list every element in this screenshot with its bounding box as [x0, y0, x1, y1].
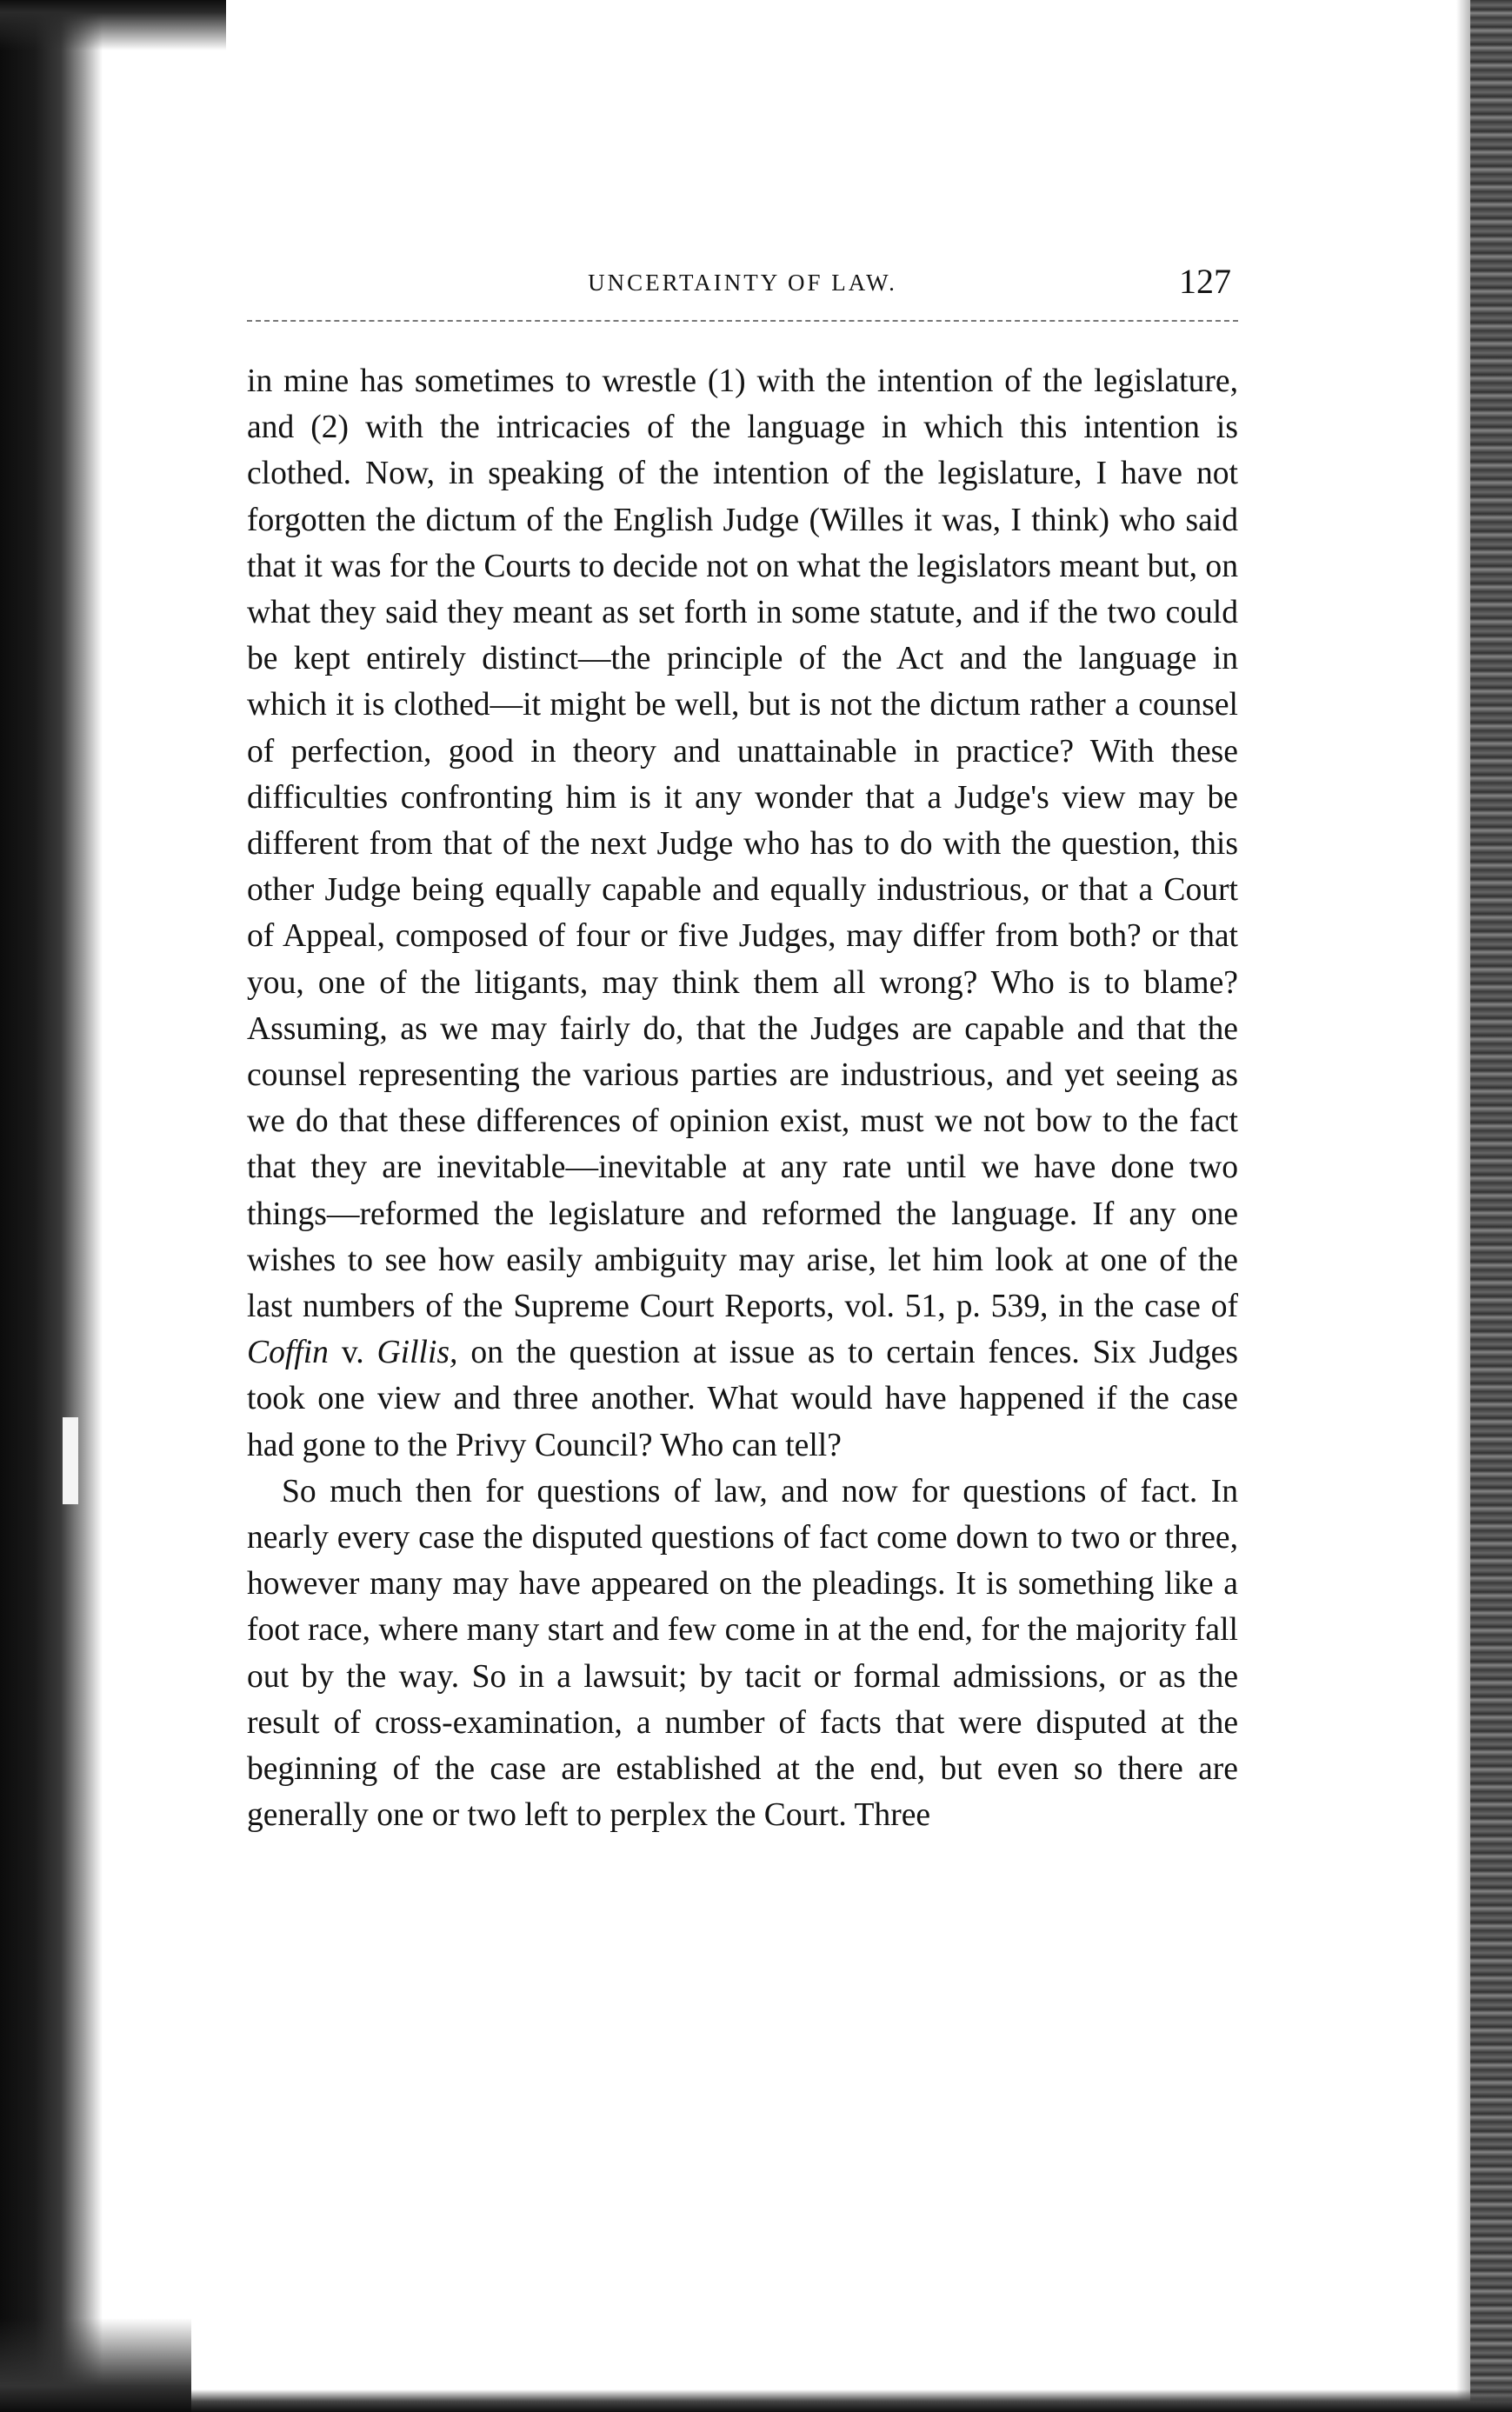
paragraph-1-continuation: on the question at issue as to certain fences. Six Judges took one view and three another. What would have happened if the case had gone to the Privy Council? Who can tell?	[247, 1335, 1238, 1463]
scan-edge-right-shadow	[1456, 0, 1470, 2412]
book-page	[247, 261, 1238, 1839]
body-text	[247, 358, 1238, 1839]
paragraph-1	[247, 358, 1238, 1469]
header-rule	[247, 320, 1238, 322]
running-head	[247, 261, 1238, 303]
paragraph-1-text: in mine has sometimes to wrestle (1) with the intention of the legislature, and (2) with the intricacies of the language in which this intention is clothed. Now, in speaking of the intention of the legislature, I have not forgotten the dictum of the English Judge (Willes it was, I think) who said that it was for the Courts to decide not on what the legislators meant but, on what they said they meant as set forth in some statute, and if the two could be kept entirely distinct—the principle of the Act and the language in which it is clothed—it might be well, but is not the dictum rather a counsel of perfection, good in theory and unattainable in practice? With these difficulties confronting him is it any wonder that a Judge's view may be different from that of the next Judge who has to do with the question, this other Judge being equally capable and equally industrious, or that a Court of Appeal, composed of four or five Judges, may differ from both? or that you, one of the litigants, may think them all wrong? Who is to blame? Assuming, as we may fairly do, that the Judges are capable and that the counsel representing the various parties are industrious, and yet seeing as we do that these differences of opinion exist, must we not bow to the fact that they are inevitable—inevitable at any rate until we have done two things—reformed the legislature and reformed the language. If any one wishes to see how easily ambiguity may arise, let him look at one of the last numbers of the Supreme Court Reports, vol. 51, p. 539, in the case of	[247, 363, 1238, 1325]
scan-edge-right	[1470, 0, 1512, 2412]
paragraph-2: So much then for questions of law, and now for questions of fact. In nearly every case the disputed questions of fact come down to two or three, however many may have appeared on the pleadings. It is something like a foot race, where many start and few come in at the end, for the majority fall out by the way. So in a lawsuit; by tacit or formal admissions, or as the result of cross-examination, a number of facts that were disputed at the beginning of the case are established at the end, but even so there are generally one or two left to perplex the Court. Three	[247, 1473, 1238, 1834]
scan-edge-left	[0, 0, 104, 2412]
page-number: 127	[1179, 262, 1231, 301]
case-separator: v.	[328, 1335, 377, 1371]
case-plaintiff: Coffin	[247, 1335, 329, 1371]
scan-edge-notch	[63, 1417, 78, 1504]
running-title: UNCERTAINTY OF LAW.	[588, 270, 897, 296]
scan-edge-bottom	[0, 2389, 1512, 2412]
scan-corner-top	[0, 0, 226, 52]
case-defendant: Gillis,	[376, 1335, 458, 1371]
scan-corner-bottom	[0, 2316, 191, 2412]
